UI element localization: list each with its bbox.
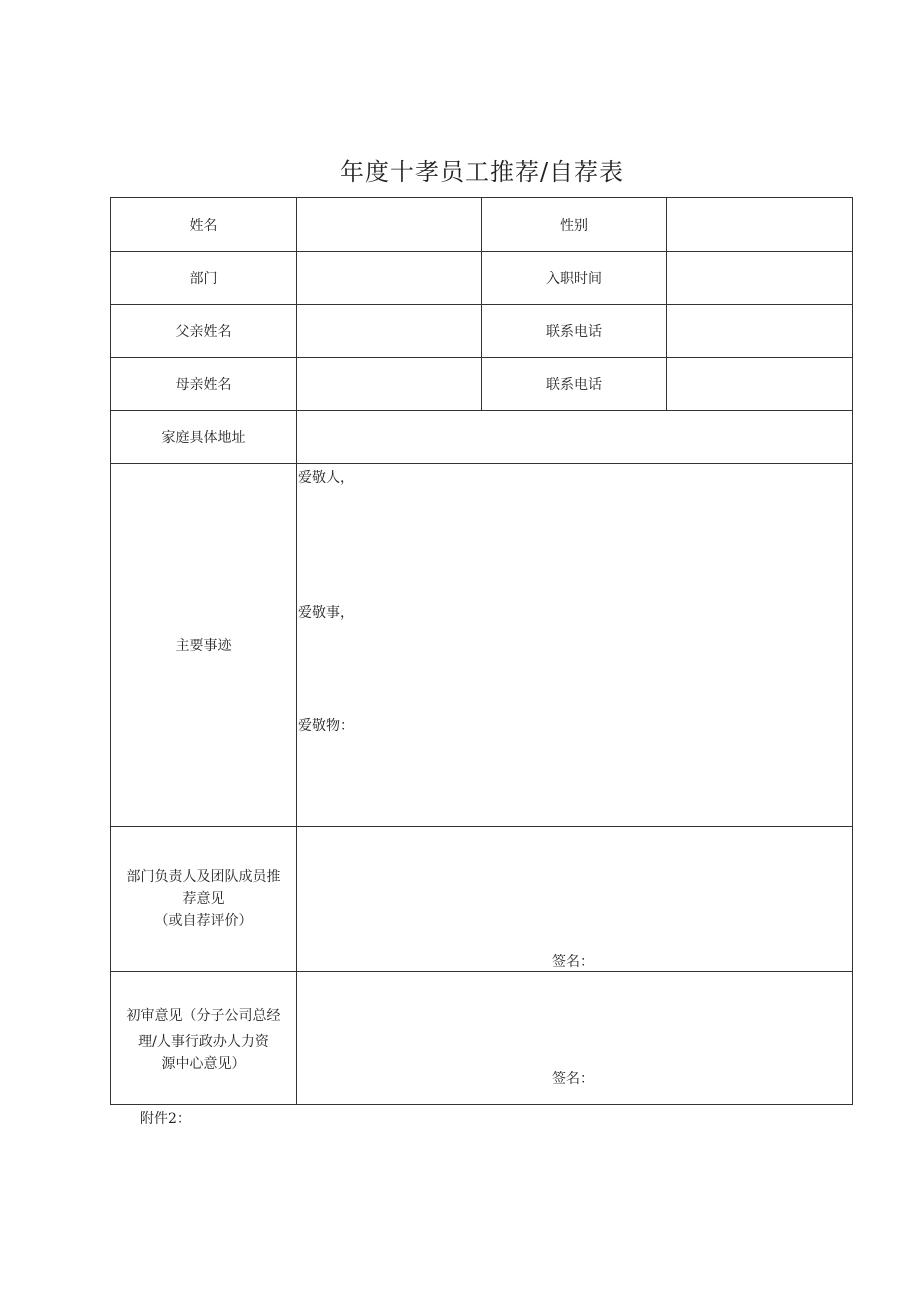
mother-name-value-cell[interactable] (297, 358, 482, 411)
review-signature-label: 签名： (552, 1071, 594, 1087)
dept-opinion-label (111, 827, 297, 972)
initial-review-label-line1: 初审意见（分子公司总经 (126, 1008, 281, 1024)
dept-opinion-label-line1: 部门负责人及团队成员推 (126, 869, 281, 885)
respect-people-prompt: 爱敬人， (298, 470, 354, 486)
father-name-label: 父亲姓名 (111, 305, 297, 358)
page-title: 年度十孝员工推荐/自荐表 (339, 158, 625, 186)
name-label: 姓名 (111, 198, 297, 252)
main-deeds-cell[interactable] (297, 464, 853, 827)
address-label: 家庭具体地址 (111, 411, 297, 464)
department-label: 部门 (111, 252, 297, 305)
gender-label: 性别 (482, 198, 667, 252)
initial-review-label-line2: 理/人事行政办人力资 (138, 1034, 269, 1050)
mother-phone-label: 联系电话 (482, 358, 667, 411)
attachment-note: 附件2： (140, 1111, 191, 1127)
respect-affairs-prompt: 爱敬事， (298, 605, 354, 621)
mother-name-label: 母亲姓名 (111, 358, 297, 411)
mother-phone-value-cell[interactable] (667, 358, 853, 411)
address-value-cell[interactable] (297, 411, 853, 464)
name-value-cell[interactable] (297, 198, 482, 252)
initial-review-cell[interactable] (297, 972, 853, 1105)
main-deeds-label: 主要事迹 (111, 464, 297, 827)
gender-value-cell[interactable] (667, 198, 853, 252)
recommendation-form (110, 197, 853, 1105)
initial-review-label-line3: 源中心意见） (161, 1056, 246, 1072)
father-name-value-cell[interactable] (297, 305, 482, 358)
hire-date-label: 入职时间 (482, 252, 667, 305)
father-phone-value-cell[interactable] (667, 305, 853, 358)
father-phone-label: 联系电话 (482, 305, 667, 358)
dept-opinion-label-line2: 荐意见 (182, 891, 225, 907)
department-value-cell[interactable] (297, 252, 482, 305)
dept-opinion-cell[interactable] (297, 827, 853, 972)
hire-date-value-cell[interactable] (667, 252, 853, 305)
dept-signature-label: 签名： (552, 954, 594, 970)
dept-opinion-label-line3: （或自荐评价） (154, 913, 253, 929)
initial-review-label (111, 972, 297, 1105)
respect-things-prompt: 爱敬物： (298, 718, 354, 734)
